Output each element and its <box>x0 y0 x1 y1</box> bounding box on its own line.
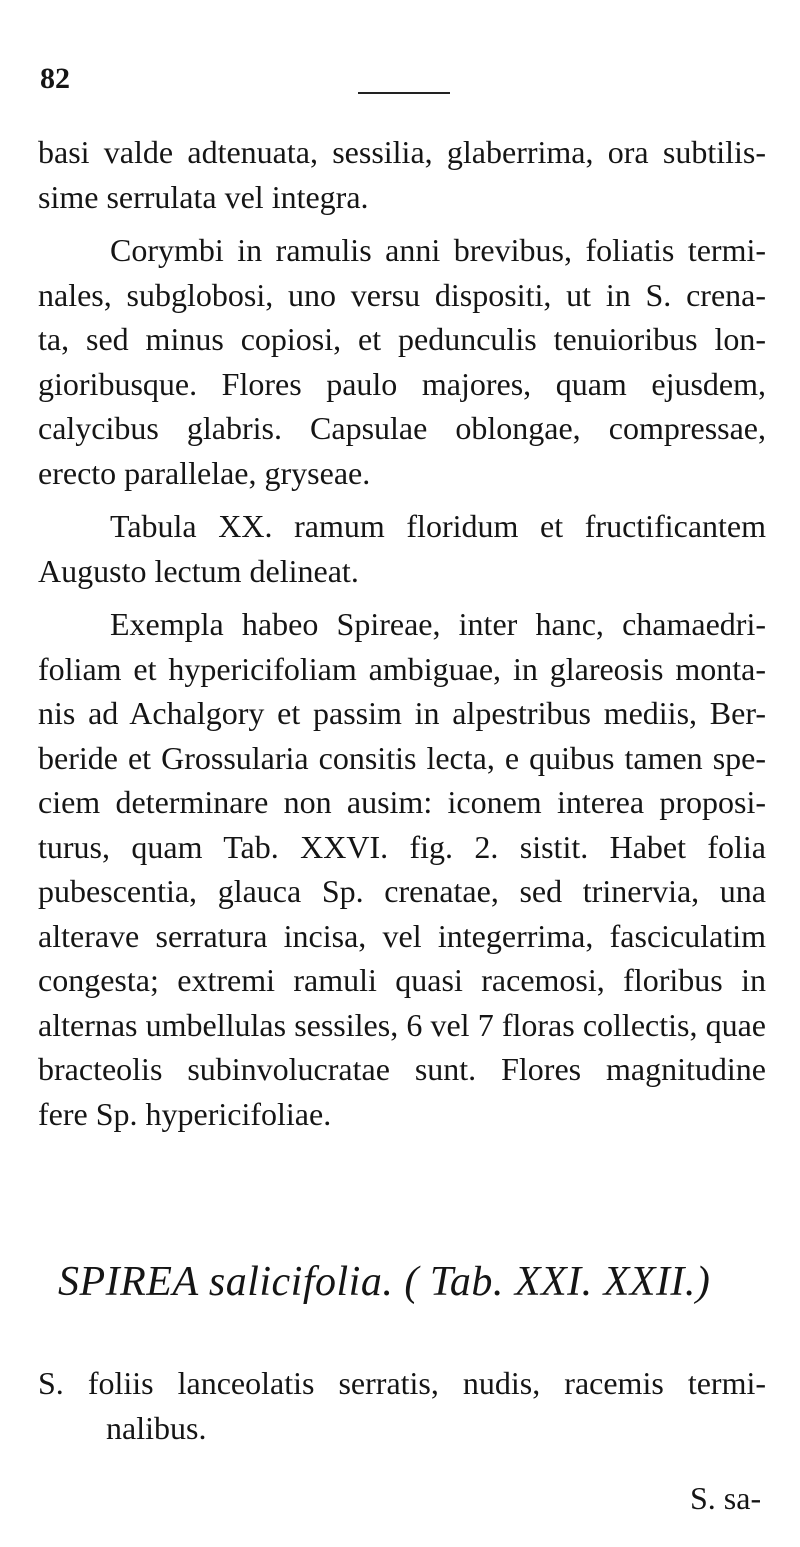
body-text <box>38 130 766 1136</box>
text-line: ta, sed minus copiosi, et pedunculis tenuioribus lon- <box>38 321 766 357</box>
page-number: 82 <box>40 62 70 95</box>
text-line: Corymbi in ramulis anni brevibus, foliatis termi- <box>110 232 766 268</box>
catchword: S. sa- <box>690 1480 762 1516</box>
diagnosis-line: nalibus. <box>106 1409 207 1446</box>
text-line: congesta; extremi ramuli quasi racemosi, floribus in <box>38 962 766 998</box>
text-line: sime serrulata vel integra. <box>38 178 369 215</box>
text-line: alternas umbellulas sessiles, 6 vel 7 floras collectis, quae <box>38 1006 766 1043</box>
text-line: alterave serratura incisa, vel integerrima, fasciculatim <box>38 917 766 954</box>
text-line: beride et Grossularia consitis lecta, e quibus tamen spe- <box>38 739 766 776</box>
paragraph-gap <box>38 495 766 504</box>
text-line: pubescentia, glauca Sp. crenatae, sed trinervia, una <box>38 873 766 909</box>
text-line: ciem determinare non ausim: iconem interea proposi- <box>38 784 766 820</box>
text-line: basi valde adtenuata, sessilia, glaberrima, ora subtilis- <box>38 134 766 170</box>
text-line: erecto parallelae, gryseae. <box>38 454 371 491</box>
header-rule <box>358 92 450 94</box>
text-line: Exempla habeo Spireae, inter hanc, chamaedri- <box>110 606 766 642</box>
species-heading: SPIREA salicifolia. ( Tab. XXI. XXII.) <box>58 1259 711 1305</box>
paragraph-gap <box>38 219 766 228</box>
text-line: Tabula XX. ramum floridum et fructificantem <box>110 508 766 544</box>
text-line: foliam et hypericifoliam ambiguae, in glareosis monta- <box>38 650 766 687</box>
text-line: fere Sp. hypericifoliae. <box>38 1095 332 1132</box>
text-line: calycibus glabris. Capsulae oblongae, compressae, <box>38 410 766 446</box>
paragraph-gap <box>38 593 766 602</box>
diagnosis-line: S. foliis lanceolatis serratis, nudis, racemis termi- <box>38 1365 766 1401</box>
text-line: gioribusque. Flores paulo majores, quam ejusdem, <box>38 365 766 402</box>
text-line: nales, subglobosi, uno versu dispositi, ut in S. crena- <box>38 276 766 313</box>
species-diagnosis <box>38 1360 766 1449</box>
text-line: bracteolis subinvolucratae sunt. Flores magnitudine <box>38 1051 766 1087</box>
text-line: Augusto lectum delineat. <box>38 552 359 589</box>
text-line: nis ad Achalgory et passim in alpestribus mediis, Ber- <box>38 695 766 731</box>
text-line: turus, quam Tab. XXVI. fig. 2. sistit. Habet folia <box>38 828 766 865</box>
